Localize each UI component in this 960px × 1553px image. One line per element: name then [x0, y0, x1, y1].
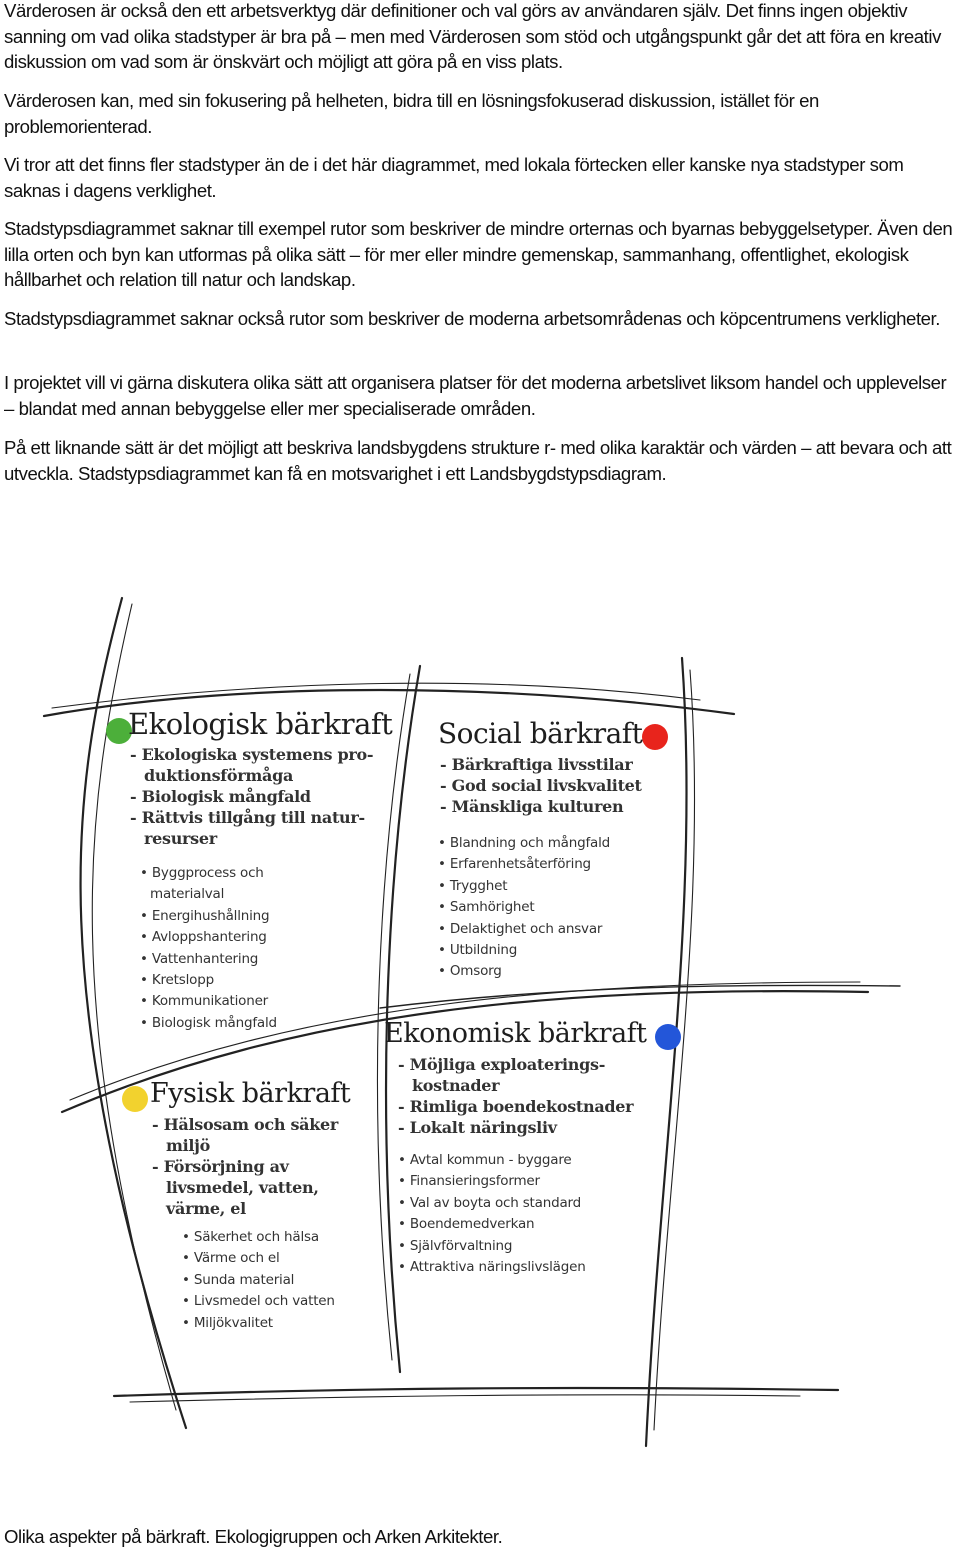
list-item: • Energihushållning: [140, 907, 270, 924]
ekonomisk-title: Ekonomisk bärkraft: [384, 1018, 647, 1049]
fysisk-items: [182, 1227, 370, 1334]
list-item: • Finansieringsformer: [398, 1173, 540, 1190]
list-item: • Boendemedverkan: [398, 1216, 535, 1233]
list-item: • Kretslopp: [140, 972, 214, 989]
goal-item: - Ekologiska systemens pro-duktionsförmåga: [130, 745, 374, 785]
list-item: • Blandning och mångfald: [438, 835, 611, 851]
ekonomisk-quadrant: [384, 1018, 654, 1278]
list-item: • Utbildning: [438, 942, 518, 959]
ekonomisk-items: [398, 1150, 654, 1278]
text-paragraph: På ett liknande sätt är det möjligt att beskriva landsbygdens strukture r- med olika karaktär och värden – att bevara och att utveckla. Stadstypsdiagrammet kan få en motsvarighet i ett Landsbygdstypsdiagram.: [4, 437, 952, 484]
list-item: • Omsorg: [438, 963, 502, 980]
goal-item: - Möjliga exploaterings-kostnader: [398, 1055, 606, 1095]
list-item: • Livsmedel och vatten: [182, 1293, 335, 1310]
ekologisk-title: Ekologisk bärkraft: [128, 707, 393, 741]
goal-item: - Rättvis tillgång till natur-resurser: [130, 808, 365, 848]
ekonomisk-goals: [396, 1054, 654, 1138]
list-item: • Val av boyta och standard: [398, 1194, 581, 1211]
list-item: • Biologisk mångfald: [140, 1014, 277, 1031]
goal-item: - God social livskvalitet: [440, 776, 642, 795]
text-paragraph: Värderosen är också den ett arbetsverktyg där definitioner och val görs av användaren själv. Det finns ingen objektiv sanning om vad olika stadstyper är bra på – men med Värderosen som stöd och utgångspunkt går det att föra en kreativ diskussion om vad som är önskvärt och möjligt att göra på en viss plats.: [4, 0, 941, 73]
goal-item: - Biologisk mångfald: [130, 787, 311, 806]
list-item: • Miljökvalitet: [182, 1314, 273, 1331]
list-item: • Självförvaltning: [398, 1237, 513, 1254]
social-quadrant: [438, 718, 658, 983]
list-item: • Avloppshantering: [140, 929, 267, 946]
list-item: • Attraktiva näringslivslägen: [398, 1259, 586, 1276]
social-items: [438, 833, 658, 983]
text-paragraph: Stadstypsdiagrammet saknar till exempel rutor som beskriver de mindre orternas och byarnas bebyggelsetyper. Även den lilla orten och byn kan utformas på olika sätt – för mer eller mindre gemenskap, sammanhang, offentlighet, ekologisk hållbarhet och relation till natur och landskap.: [4, 218, 953, 291]
list-item: • Byggprocess och materialval: [140, 865, 264, 903]
list-item: • Kommunikationer: [140, 993, 269, 1010]
list-item: • Samhörighet: [438, 899, 535, 916]
goal-item: - Försörjning av livsmedel, vatten, värme, el: [152, 1157, 319, 1218]
list-item: • Sunda material: [182, 1271, 295, 1288]
goal-item: - Hälsosam och säker miljö: [152, 1115, 339, 1155]
grid-line: [380, 985, 900, 1008]
ekologisk-goals: [128, 744, 388, 849]
fysisk-quadrant: [150, 1078, 370, 1334]
text-paragraph: Vi tror att det finns fler stadstyper än de i det här diagrammet, med lokala förtecken eller kanske nya stadstyper som saknas i dagens verklighet.: [4, 154, 904, 201]
text-paragraph: Stadstypsdiagrammet saknar också rutor som beskriver de moderna arbetsområdenas och köpcentrumens verkligheter.: [4, 308, 940, 329]
list-item: • Erfarenhetsåterföring: [438, 856, 591, 873]
ekologisk-items: [140, 863, 290, 1034]
list-item: • Vattenhantering: [140, 950, 259, 967]
ekologisk-quadrant: [128, 707, 393, 1034]
list-item: • Säkerhet och hälsa: [182, 1229, 319, 1245]
figure-caption: Olika aspekter på bärkraft. Ekologigruppen och Arken Arkitekter.: [4, 1526, 503, 1547]
text-paragraph: I projektet vill vi gärna diskutera olika sätt att organisera platser för det moderna arbetslivet liksom handel och upplevelser – blandat med annan bebyggelse eller mer specialiserade områden.: [4, 372, 947, 419]
fysisk-goals: [150, 1114, 370, 1219]
list-item: • Avtal kommun - byggare: [398, 1152, 572, 1168]
barkraft-diagram: [0, 590, 960, 1470]
yellow-circle-icon: [122, 1086, 148, 1112]
list-item: • Trygghet: [438, 877, 508, 894]
goal-item: - Mänskliga kulturen: [440, 797, 624, 816]
list-item: • Delaktighet och ansvar: [438, 920, 603, 937]
social-title: Social bärkraft: [438, 717, 643, 750]
grid-line: [130, 1395, 800, 1402]
fysisk-title: Fysisk bärkraft: [150, 1078, 351, 1109]
goal-item: - Rimliga boendekostnader: [398, 1097, 634, 1116]
grid-line: [52, 683, 700, 708]
goal-item: - Lokalt näringsliv: [398, 1118, 557, 1137]
text-paragraph: Värderosen kan, med sin fokusering på helheten, bidra till en lösningsfokuserad diskussion, istället för en problemorienterad.: [4, 90, 819, 137]
social-goals: [438, 754, 658, 817]
list-item: • Värme och el: [182, 1250, 280, 1267]
blue-circle-icon: [655, 1024, 681, 1050]
goal-item: - Bärkraftiga livsstilar: [440, 755, 633, 774]
